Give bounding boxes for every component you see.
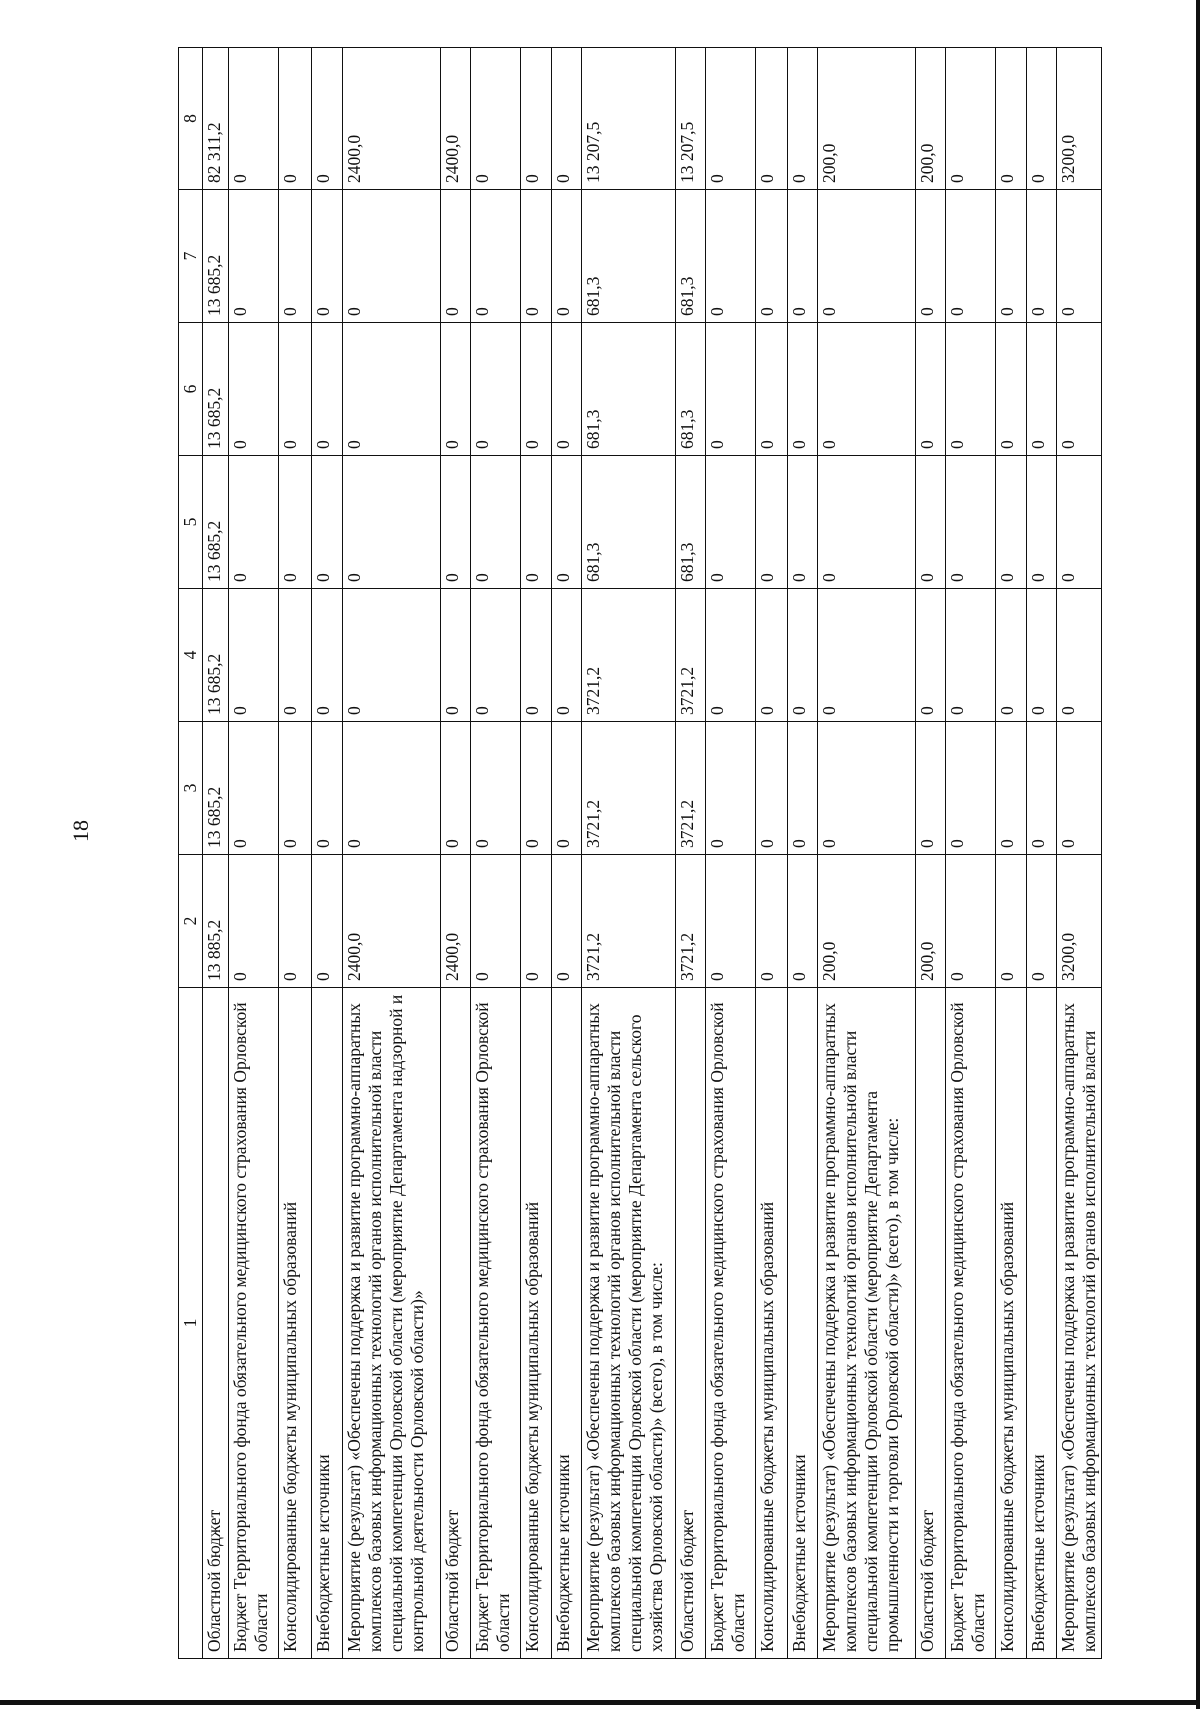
column-header-2: 2	[179, 855, 203, 988]
value-cell-col-8: 0	[521, 48, 551, 190]
column-header-4: 4	[179, 589, 203, 722]
table-row	[551, 48, 581, 1659]
value-cell-col-6: 0	[946, 323, 996, 456]
value-cell-col-8: 0	[279, 48, 312, 190]
value-cell-col-3: 0	[312, 722, 342, 855]
value-cell-col-2: 0	[521, 855, 551, 988]
value-cell-col-8: 0	[787, 48, 817, 190]
value-cell-col-4: 0	[1026, 589, 1056, 722]
value-cell-col-4: 0	[787, 589, 817, 722]
value-cell-col-2: 0	[756, 855, 787, 988]
table-row	[996, 48, 1026, 1659]
value-cell-col-6: 0	[551, 323, 581, 456]
value-cell-col-4: 0	[521, 589, 551, 722]
value-cell-col-7: 13 685,2	[203, 190, 229, 323]
row-label: Областной бюджет	[203, 988, 229, 1659]
value-cell-col-6: 0	[312, 323, 342, 456]
value-cell-col-2: 200,0	[916, 855, 946, 988]
value-cell-col-3: 0	[996, 722, 1026, 855]
value-cell-col-8: 0	[706, 48, 756, 190]
value-cell-col-6: 0	[756, 323, 787, 456]
table-header-row	[179, 48, 203, 1659]
value-cell-col-5: 0	[471, 456, 521, 589]
value-cell-col-5: 0	[521, 456, 551, 589]
value-cell-col-7: 0	[1026, 190, 1056, 323]
table-row	[471, 48, 521, 1659]
table-row	[1026, 48, 1056, 1659]
column-header-5: 5	[179, 456, 203, 589]
value-cell-col-8: 2400,0	[441, 48, 471, 190]
value-cell-col-3: 0	[279, 722, 312, 855]
value-cell-col-5: 0	[996, 456, 1026, 589]
value-cell-col-5: 0	[756, 456, 787, 589]
value-cell-col-7: 0	[817, 190, 915, 323]
scan-edge-bottom	[0, 1700, 1200, 1705]
value-cell-col-5: 0	[342, 456, 440, 589]
value-cell-col-3: 0	[551, 722, 581, 855]
table-row	[203, 48, 229, 1659]
value-cell-col-8: 13 207,5	[676, 48, 706, 190]
row-label: Областной бюджет	[916, 988, 946, 1659]
row-label: Консолидированные бюджеты муниципальных образований	[279, 988, 312, 1659]
value-cell-col-8: 3200,0	[1056, 48, 1101, 190]
value-cell-col-4: 0	[996, 589, 1026, 722]
value-cell-col-8: 200,0	[916, 48, 946, 190]
table-row	[581, 48, 675, 1659]
value-cell-col-2: 0	[787, 855, 817, 988]
value-cell-col-2: 0	[279, 855, 312, 988]
value-cell-col-7: 0	[996, 190, 1026, 323]
page-number: 18	[68, 820, 93, 842]
value-cell-col-5: 0	[441, 456, 471, 589]
value-cell-col-3: 0	[441, 722, 471, 855]
value-cell-col-6: 0	[996, 323, 1026, 456]
table-row	[229, 48, 279, 1659]
rotated-table-container	[178, 48, 1102, 1659]
value-cell-col-4: 13 685,2	[203, 589, 229, 722]
value-cell-col-6: 0	[342, 323, 440, 456]
value-cell-col-2: 3200,0	[1056, 855, 1101, 988]
value-cell-col-7: 0	[279, 190, 312, 323]
value-cell-col-3: 0	[706, 722, 756, 855]
value-cell-col-7: 0	[756, 190, 787, 323]
value-cell-col-3: 0	[946, 722, 996, 855]
row-label: Областной бюджет	[676, 988, 706, 1659]
row-label: Бюджет Территориального фонда обязательного медицинского страхования Орловской области	[946, 988, 996, 1659]
value-cell-col-6: 0	[521, 323, 551, 456]
value-cell-col-7: 0	[946, 190, 996, 323]
value-cell-col-6: 0	[471, 323, 521, 456]
value-cell-col-6: 681,3	[676, 323, 706, 456]
value-cell-col-3: 3721,2	[676, 722, 706, 855]
value-cell-col-7: 681,3	[581, 190, 675, 323]
value-cell-col-5: 0	[1026, 456, 1056, 589]
value-cell-col-8: 0	[471, 48, 521, 190]
value-cell-col-6: 0	[706, 323, 756, 456]
value-cell-col-3: 0	[916, 722, 946, 855]
row-label: Консолидированные бюджеты муниципальных образований	[756, 988, 787, 1659]
value-cell-col-2: 200,0	[817, 855, 915, 988]
value-cell-col-7: 0	[471, 190, 521, 323]
value-cell-col-2: 0	[706, 855, 756, 988]
value-cell-col-2: 0	[471, 855, 521, 988]
value-cell-col-3: 0	[342, 722, 440, 855]
table-row	[787, 48, 817, 1659]
scan-edge-right	[1196, 0, 1200, 1709]
row-label: Бюджет Территориального фонда обязательного медицинского страхования Орловской области	[471, 988, 521, 1659]
row-label: Бюджет Территориального фонда обязательного медицинского страхования Орловской области	[229, 988, 279, 1659]
value-cell-col-8: 0	[996, 48, 1026, 190]
value-cell-col-3: 0	[756, 722, 787, 855]
row-label: Консолидированные бюджеты муниципальных образований	[521, 988, 551, 1659]
value-cell-col-7: 0	[441, 190, 471, 323]
row-label: Внебюджетные источники	[1026, 988, 1056, 1659]
value-cell-col-8: 82 311,2	[203, 48, 229, 190]
value-cell-col-6: 0	[787, 323, 817, 456]
value-cell-col-2: 2400,0	[441, 855, 471, 988]
table-row	[916, 48, 946, 1659]
value-cell-col-2: 0	[946, 855, 996, 988]
table-row	[817, 48, 915, 1659]
value-cell-col-5: 0	[916, 456, 946, 589]
value-cell-col-7: 0	[916, 190, 946, 323]
row-label: Внебюджетные источники	[787, 988, 817, 1659]
value-cell-col-6: 0	[817, 323, 915, 456]
value-cell-col-6: 0	[916, 323, 946, 456]
row-label: Внебюджетные источники	[312, 988, 342, 1659]
value-cell-col-4: 0	[342, 589, 440, 722]
value-cell-col-8: 13 207,5	[581, 48, 675, 190]
row-label: Мероприятие (результат) «Обеспечены поддержка и развитие программно-аппаратных комплексов базовых информационных технологий органов исполнительной власти	[1056, 988, 1101, 1659]
budget-table	[178, 47, 1102, 1659]
row-label: Мероприятие (результат) «Обеспечены поддержка и развитие программно-аппаратных комплексов базовых информационных технологий органов исполнительной власти специальной компетенции Орловской области (мероприятие Департамента промышленности и торговли Орловской области)» (всего), в том числе:	[817, 988, 915, 1659]
value-cell-col-8: 0	[551, 48, 581, 190]
value-cell-col-3: 0	[817, 722, 915, 855]
value-cell-col-3: 0	[521, 722, 551, 855]
table-row	[706, 48, 756, 1659]
table-row	[279, 48, 312, 1659]
value-cell-col-5: 0	[229, 456, 279, 589]
value-cell-col-2: 0	[996, 855, 1026, 988]
value-cell-col-3: 0	[1056, 722, 1101, 855]
value-cell-col-7: 681,3	[676, 190, 706, 323]
value-cell-col-7: 0	[551, 190, 581, 323]
value-cell-col-5: 681,3	[581, 456, 675, 589]
value-cell-col-4: 0	[706, 589, 756, 722]
table-row	[441, 48, 471, 1659]
value-cell-col-4: 3721,2	[581, 589, 675, 722]
value-cell-col-4: 0	[916, 589, 946, 722]
table-row	[521, 48, 551, 1659]
value-cell-col-5: 0	[817, 456, 915, 589]
value-cell-col-4: 0	[1056, 589, 1101, 722]
value-cell-col-2: 3721,2	[676, 855, 706, 988]
value-cell-col-8: 200,0	[817, 48, 915, 190]
row-label: Областной бюджет	[441, 988, 471, 1659]
value-cell-col-2: 2400,0	[342, 855, 440, 988]
value-cell-col-3: 13 685,2	[203, 722, 229, 855]
value-cell-col-2: 3721,2	[581, 855, 675, 988]
value-cell-col-3: 0	[1026, 722, 1056, 855]
value-cell-col-6: 681,3	[581, 323, 675, 456]
value-cell-col-2: 0	[312, 855, 342, 988]
row-label: Мероприятие (результат) «Обеспечены поддержка и развитие программно-аппаратных комплексов базовых информационных технологий органов исполнительной власти специальной компетенции Орловской области (мероприятие Департамента сельского хозяйства Орловской области)» (всего), в том числе:	[581, 988, 675, 1659]
value-cell-col-2: 0	[229, 855, 279, 988]
value-cell-col-8: 0	[946, 48, 996, 190]
row-label: Консолидированные бюджеты муниципальных образований	[996, 988, 1026, 1659]
value-cell-col-8: 2400,0	[342, 48, 440, 190]
value-cell-col-4: 0	[441, 589, 471, 722]
value-cell-col-5: 0	[312, 456, 342, 589]
value-cell-col-5: 0	[946, 456, 996, 589]
value-cell-col-7: 0	[312, 190, 342, 323]
table-row	[342, 48, 440, 1659]
row-label: Мероприятие (результат) «Обеспечены поддержка и развитие программно-аппаратных комплексов базовых информационных технологий органов исполнительной власти специальной компетенции Орловской области (мероприятие Департамента надзорной и контрольной деятельности Орловской области)»	[342, 988, 440, 1659]
value-cell-col-7: 0	[706, 190, 756, 323]
table-row	[676, 48, 706, 1659]
value-cell-col-7: 0	[787, 190, 817, 323]
value-cell-col-4: 0	[817, 589, 915, 722]
column-header-6: 6	[179, 323, 203, 456]
value-cell-col-6: 0	[279, 323, 312, 456]
value-cell-col-6: 0	[1026, 323, 1056, 456]
table-row	[312, 48, 342, 1659]
value-cell-col-5: 0	[279, 456, 312, 589]
value-cell-col-6: 0	[441, 323, 471, 456]
value-cell-col-3: 3721,2	[581, 722, 675, 855]
value-cell-col-4: 0	[471, 589, 521, 722]
value-cell-col-5: 0	[787, 456, 817, 589]
value-cell-col-7: 0	[1056, 190, 1101, 323]
table-row	[1056, 48, 1101, 1659]
value-cell-col-8: 0	[1026, 48, 1056, 190]
value-cell-col-7: 0	[521, 190, 551, 323]
value-cell-col-4: 0	[279, 589, 312, 722]
value-cell-col-2: 0	[1026, 855, 1056, 988]
value-cell-col-4: 3721,2	[676, 589, 706, 722]
value-cell-col-2: 13 885,2	[203, 855, 229, 988]
value-cell-col-5: 681,3	[676, 456, 706, 589]
column-header-7: 7	[179, 190, 203, 323]
value-cell-col-6: 0	[1056, 323, 1101, 456]
row-label: Внебюджетные источники	[551, 988, 581, 1659]
value-cell-col-2: 0	[551, 855, 581, 988]
row-label: Бюджет Территориального фонда обязательного медицинского страхования Орловской области	[706, 988, 756, 1659]
table-row	[946, 48, 996, 1659]
value-cell-col-5: 0	[1056, 456, 1101, 589]
table-body	[203, 48, 1102, 1659]
value-cell-col-4: 0	[229, 589, 279, 722]
value-cell-col-7: 0	[342, 190, 440, 323]
value-cell-col-4: 0	[946, 589, 996, 722]
column-header-8: 8	[179, 48, 203, 190]
value-cell-col-8: 0	[756, 48, 787, 190]
value-cell-col-3: 0	[471, 722, 521, 855]
value-cell-col-4: 0	[756, 589, 787, 722]
value-cell-col-4: 0	[551, 589, 581, 722]
column-header-1: 1	[179, 988, 203, 1659]
value-cell-col-6: 0	[229, 323, 279, 456]
value-cell-col-5: 0	[551, 456, 581, 589]
value-cell-col-7: 0	[229, 190, 279, 323]
value-cell-col-5: 13 685,2	[203, 456, 229, 589]
column-header-3: 3	[179, 722, 203, 855]
value-cell-col-8: 0	[229, 48, 279, 190]
value-cell-col-4: 0	[312, 589, 342, 722]
value-cell-col-3: 0	[229, 722, 279, 855]
table-row	[756, 48, 787, 1659]
value-cell-col-3: 0	[787, 722, 817, 855]
value-cell-col-5: 0	[706, 456, 756, 589]
value-cell-col-8: 0	[312, 48, 342, 190]
value-cell-col-6: 13 685,2	[203, 323, 229, 456]
